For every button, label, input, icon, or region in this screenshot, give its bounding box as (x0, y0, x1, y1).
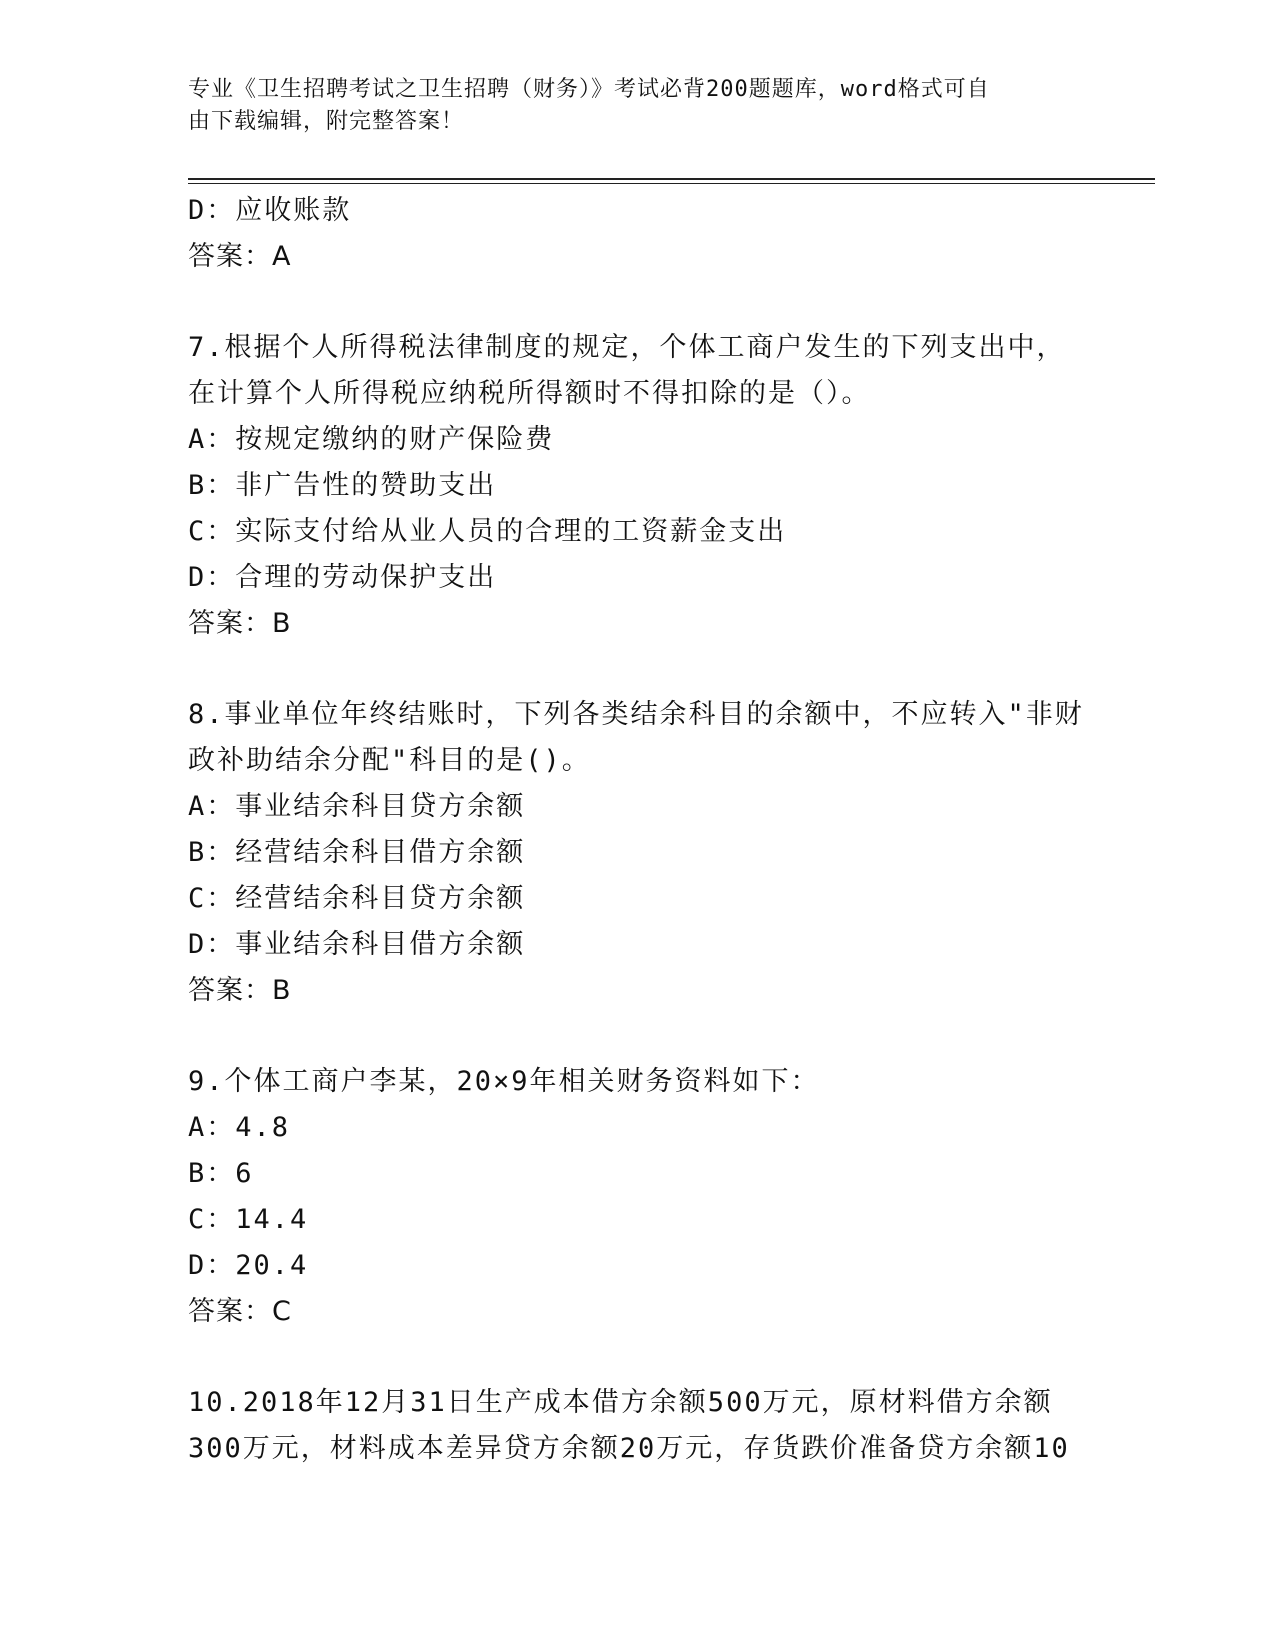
q7-stem-line-2: 在计算个人所得税应纳税所得额时不得扣除的是（）。 (188, 378, 871, 409)
header-divider-thin (188, 183, 1155, 184)
q8-answer: 答案：B (188, 975, 292, 1006)
q7-stem-line-1: 7.根据个人所得税法律制度的规定，个体工商户发生的下列支出中， (188, 332, 1066, 363)
q9-answer: 答案：C (188, 1296, 292, 1327)
question-10 (188, 1380, 1088, 1472)
header-title-line-1: 专业《卫生招聘考试之卫生招聘（财务）》考试必背200题题库，word格式可自 (188, 77, 990, 102)
question-7 (188, 325, 1088, 647)
spacer (188, 280, 1088, 325)
q6-answer: 答案：A (188, 241, 292, 272)
q8-option-c: C：经营结余科目贷方余额 (188, 883, 526, 914)
q9-stem-line-1: 9.个体工商户李某，20×9年相关财务资料如下： (188, 1066, 820, 1097)
header-title-line-2: 由下载编辑，附完整答案！ (188, 109, 465, 134)
q7-answer: 答案：B (188, 608, 292, 639)
q9-option-a: A：4.8 (188, 1112, 291, 1143)
q7-option-b: B：非广告性的赞助支出 (188, 470, 497, 501)
document-header (188, 74, 1088, 138)
q9-option-c: C：14.4 (188, 1204, 309, 1235)
q6-option-d: D：应收账款 (188, 195, 352, 226)
question-8 (188, 692, 1088, 1014)
question-9 (188, 1059, 1088, 1335)
q8-option-a: A：事业结余科目贷方余额 (188, 791, 526, 822)
spacer (188, 647, 1088, 692)
q7-option-c: C：实际支付给从业人员的合理的工资薪金支出 (188, 516, 787, 547)
header-divider-thick (188, 178, 1155, 180)
q8-option-b: B：经营结余科目借方余额 (188, 837, 526, 868)
q8-option-d: D：事业结余科目借方余额 (188, 929, 526, 960)
question-6 (188, 188, 1088, 280)
q10-stem-line-2: 300万元，材料成本差异贷方余额20万元，存货跌价准备贷方余额10 (188, 1433, 1070, 1464)
spacer (188, 1335, 1088, 1380)
q9-option-d: D：20.4 (188, 1250, 309, 1281)
q8-stem-line-1: 8.事业单位年终结账时，下列各类结余科目的余额中，不应转入"非财 (188, 699, 1084, 730)
q9-option-b: B：6 (188, 1158, 254, 1189)
q8-stem-line-2: 政补助结余分配"科目的是()。 (188, 745, 591, 776)
q7-option-a: A：按规定缴纳的财产保险费 (188, 424, 555, 455)
question-content (188, 188, 1088, 1472)
q10-stem-line-1: 10.2018年12月31日生产成本借方余额500万元，原材料借方余额 (188, 1387, 1053, 1418)
spacer (188, 1014, 1088, 1059)
q7-option-d: D：合理的劳动保护支出 (188, 562, 497, 593)
